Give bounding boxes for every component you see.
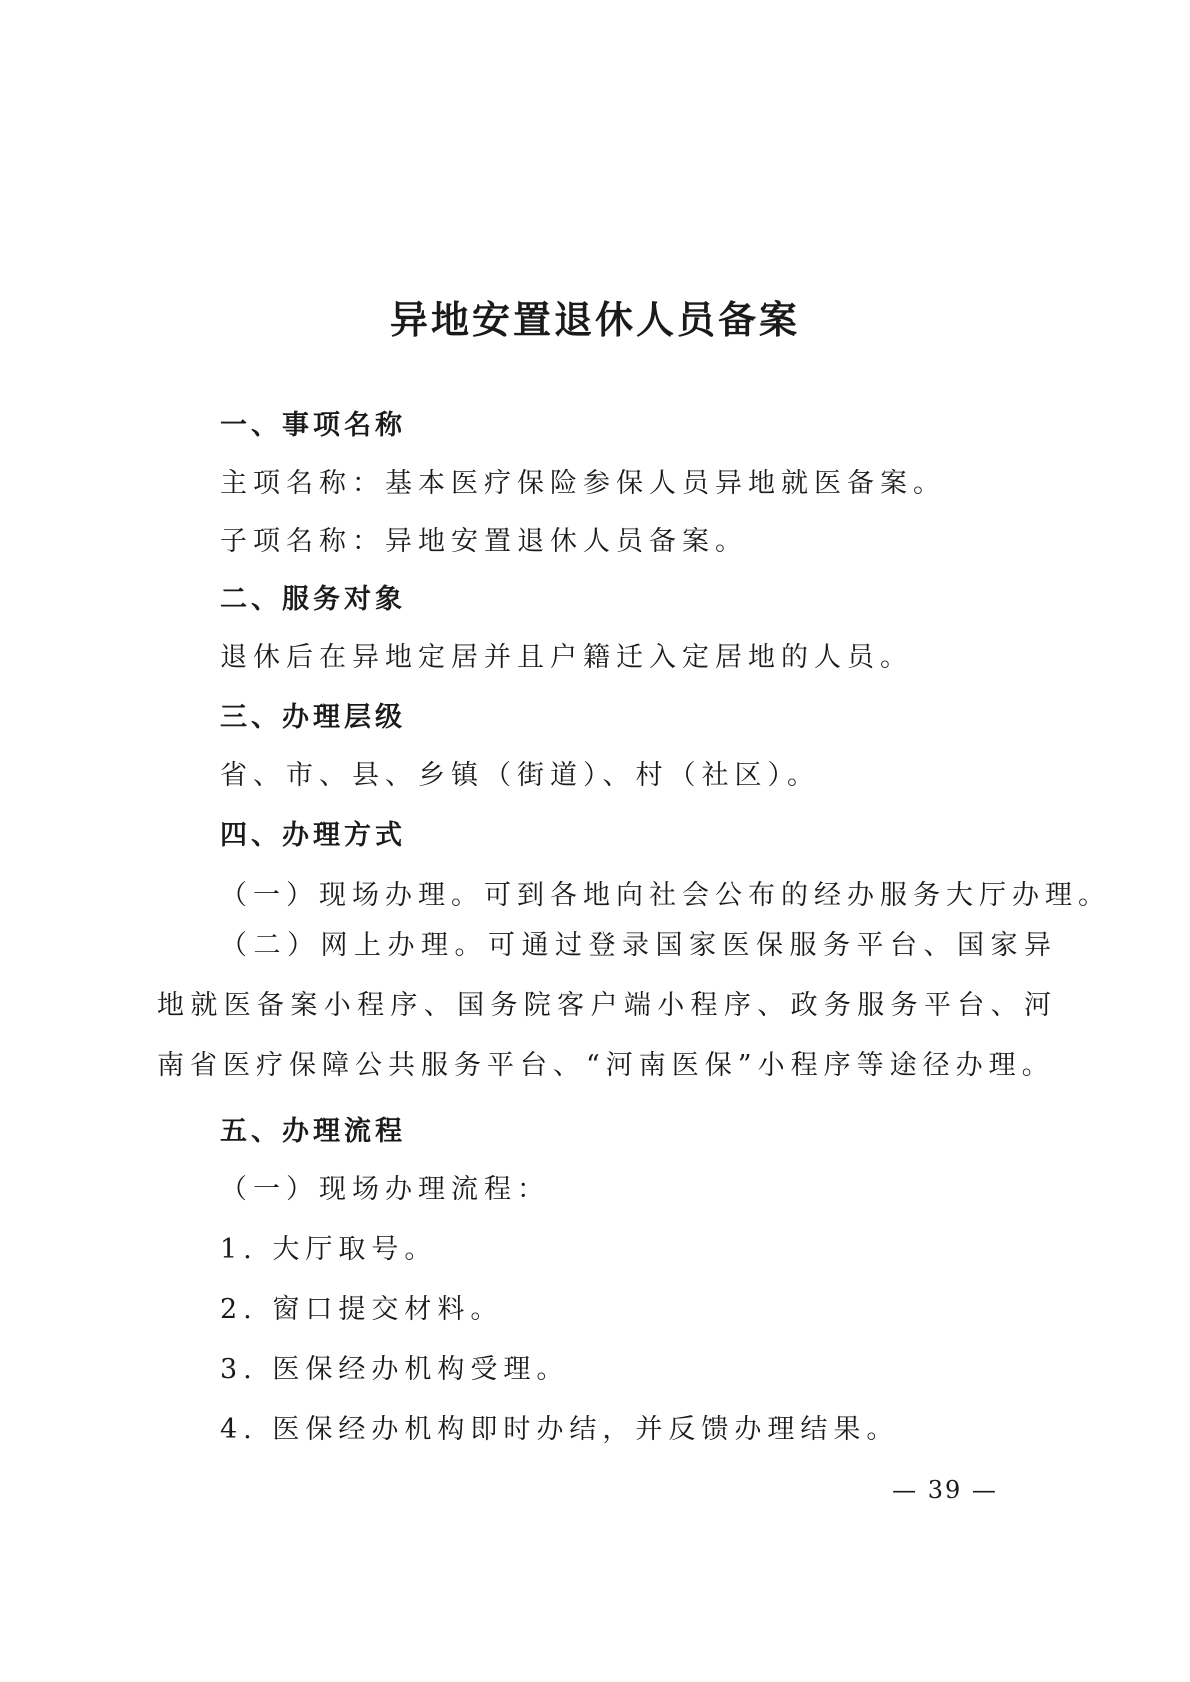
section-heading-service-target: 二、服务对象 [220, 584, 406, 615]
sub-item-name: 子项名称：异地安置退休人员备案。 [220, 526, 748, 557]
process-step-2: 2. 窗口提交材料。 [220, 1294, 504, 1325]
process-step-3: 3. 医保经办机构受理。 [220, 1354, 570, 1385]
handling-level-text: 省、市、县、乡镇（街道）、村（社区）。 [220, 760, 820, 791]
section-heading-item-name: 一、事项名称 [220, 410, 406, 441]
service-target-text: 退休后在异地定居并且户籍迁入定居地的人员。 [220, 642, 913, 673]
onsite-process-heading: （一）现场办理流程： [220, 1174, 550, 1205]
page-number: — 39 — [892, 1476, 998, 1504]
section-heading-process: 五、办理流程 [220, 1116, 406, 1147]
section-heading-handling-level: 三、办理层级 [220, 702, 406, 733]
section-heading-handling-method: 四、办理方式 [220, 820, 406, 851]
onsite-handling-text: （一）现场办理。可到各地向社会公布的经办服务大厅办理。 [220, 880, 1111, 911]
document-title: 异地安置退休人员备案 [389, 298, 800, 342]
process-step-4: 4. 医保经办机构即时办结，并反馈办理结果。 [220, 1414, 900, 1445]
process-step-1: 1. 大厅取号。 [220, 1234, 438, 1265]
online-handling-text: （二）网上办理。可通过登录国家医保服务平台、国家异地就医备案小程序、国务院客户端小程序、政务服务平台、河南省医疗保障公共服务平台、“河南医保”小程序等途径办理。 [157, 930, 1057, 1081]
main-item-name: 主项名称：基本医疗保险参保人员异地就医备案。 [220, 468, 946, 499]
